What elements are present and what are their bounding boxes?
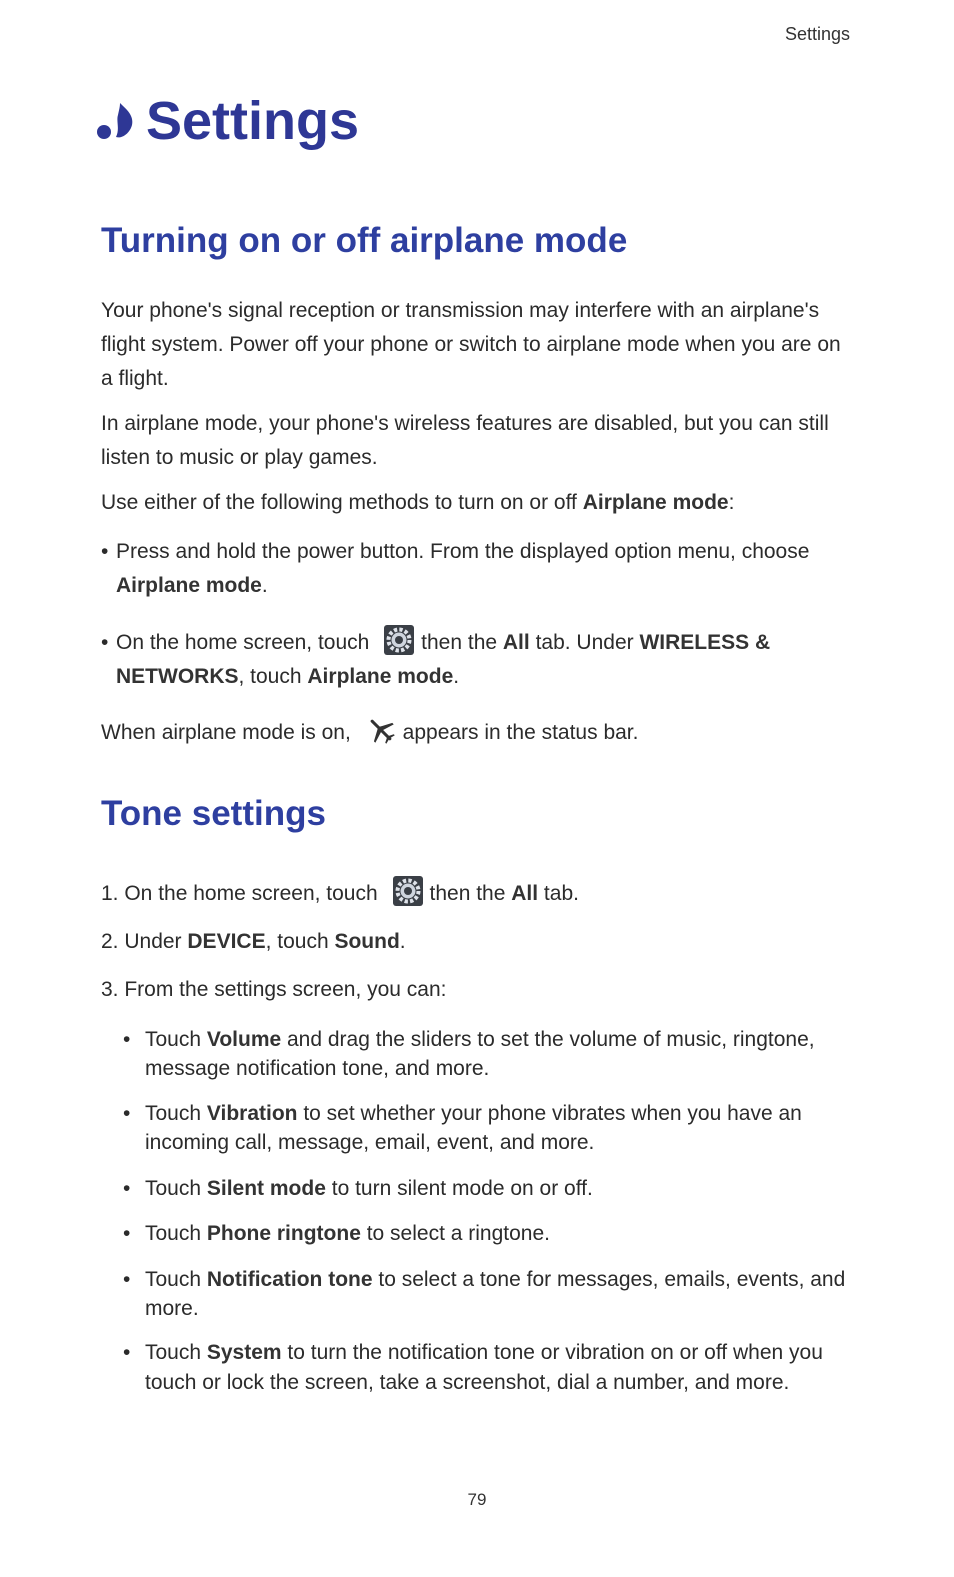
- text: Touch: [145, 1177, 207, 1200]
- text: to select a tone for messages, emails, events, and more.: [145, 1268, 846, 1320]
- step-2: [101, 925, 851, 959]
- airplane-icon: [365, 714, 397, 746]
- text: appears in the status bar.: [402, 721, 639, 744]
- bold-text: Sound: [334, 930, 400, 953]
- sub-bullet-volume: [123, 1025, 851, 1083]
- text: 1. On the home screen, touch: [101, 882, 378, 905]
- section-heading-tone: Tone settings: [101, 794, 326, 833]
- bold-text: Airplane mode: [307, 665, 454, 688]
- bold-text: Airplane mode: [582, 491, 729, 514]
- bold-text: Volume: [206, 1028, 282, 1051]
- bold-text: Airplane mode: [116, 574, 262, 597]
- bullet-power-button: [101, 535, 851, 603]
- text: Touch: [145, 1268, 207, 1291]
- running-header: Settings: [784, 24, 850, 44]
- text: tab.: [538, 882, 579, 905]
- text: 2. Under: [101, 930, 188, 953]
- paragraph-signal: Your phone's signal reception or transmission may interfere with an airplane's flight system. Power off your phone or switch to airplane mode when you are on a flight.: [101, 299, 841, 390]
- bullet-dot: •: [123, 1341, 131, 1364]
- text: :: [728, 491, 735, 514]
- text: Press and hold the power button. From the displayed option menu, choose: [116, 540, 810, 563]
- bullet-dot: •: [101, 631, 109, 654]
- text: to select a ringtone.: [360, 1222, 550, 1245]
- bullet-home-screen: [101, 626, 851, 694]
- bullet-dot: •: [123, 1222, 131, 1245]
- text: , touch: [238, 665, 308, 688]
- sub-bullet-phone-ringtone: [123, 1219, 851, 1248]
- text: then the: [421, 631, 503, 654]
- text: , touch: [265, 930, 335, 953]
- sub-bullet-silent-mode: [123, 1174, 851, 1203]
- step-3: 3. From the settings screen, you can:: [101, 978, 447, 1001]
- bold-text: All: [502, 631, 530, 654]
- sub-bullet-system: [123, 1338, 851, 1398]
- chapter-heading: [96, 91, 360, 151]
- bold-text: DEVICE: [187, 930, 266, 953]
- bold-text: Silent mode: [206, 1177, 326, 1200]
- chapter-title: Settings: [146, 91, 360, 151]
- bold-text: All: [511, 882, 539, 905]
- chapter-drop-icon: [96, 99, 138, 143]
- bold-text: Notification tone: [206, 1268, 373, 1291]
- paragraph-status-bar: [101, 716, 851, 750]
- bold-text: WIRELESS & NETWORKS: [116, 631, 771, 688]
- text: Touch: [145, 1028, 207, 1051]
- settings-gear-icon: [383, 624, 415, 656]
- text: to set whether your phone vibrates when you have an incoming call, message, email, event, and more.: [145, 1102, 802, 1154]
- text: to turn the notification tone or vibration on or off when you touch or lock the screen, take a screenshot, dial a number, and more.: [145, 1341, 823, 1394]
- bullet-dot: •: [123, 1177, 131, 1200]
- sub-bullet-vibration: [123, 1099, 851, 1157]
- text: Touch: [145, 1341, 207, 1364]
- bullet-dot: •: [101, 540, 109, 563]
- text: When airplane mode is on,: [101, 721, 351, 744]
- sub-bullet-notification-tone: [123, 1265, 851, 1323]
- bold-text: System: [206, 1341, 282, 1364]
- text: .: [261, 574, 268, 597]
- bold-text: Phone ringtone: [206, 1222, 361, 1245]
- text: Use either of the following methods to turn on or off: [101, 491, 583, 514]
- bold-text: Vibration: [206, 1102, 298, 1125]
- bullet-dot: •: [123, 1102, 131, 1125]
- section-heading-airplane: Turning on or off airplane mode: [101, 221, 628, 260]
- text: Touch: [145, 1102, 207, 1125]
- text: On the home screen, touch: [116, 631, 370, 654]
- text: then the: [429, 882, 512, 905]
- paragraph-wireless: In airplane mode, your phone's wireless features are disabled, but you can still listen to music or play games.: [101, 412, 829, 469]
- text: .: [453, 665, 460, 688]
- bullet-dot: •: [123, 1028, 131, 1051]
- text: Touch: [145, 1222, 207, 1245]
- text: and drag the sliders to set the volume of music, ringtone, message notification tone, and more.: [145, 1028, 815, 1080]
- text: to turn silent mode on or off.: [325, 1177, 593, 1200]
- paragraph-methods: [101, 486, 851, 520]
- settings-gear-icon: [392, 875, 424, 907]
- text: tab. Under: [529, 631, 640, 654]
- step-1: [101, 877, 851, 911]
- page-number: 79: [467, 1490, 487, 1509]
- text: .: [399, 930, 406, 953]
- bullet-dot: •: [123, 1268, 131, 1291]
